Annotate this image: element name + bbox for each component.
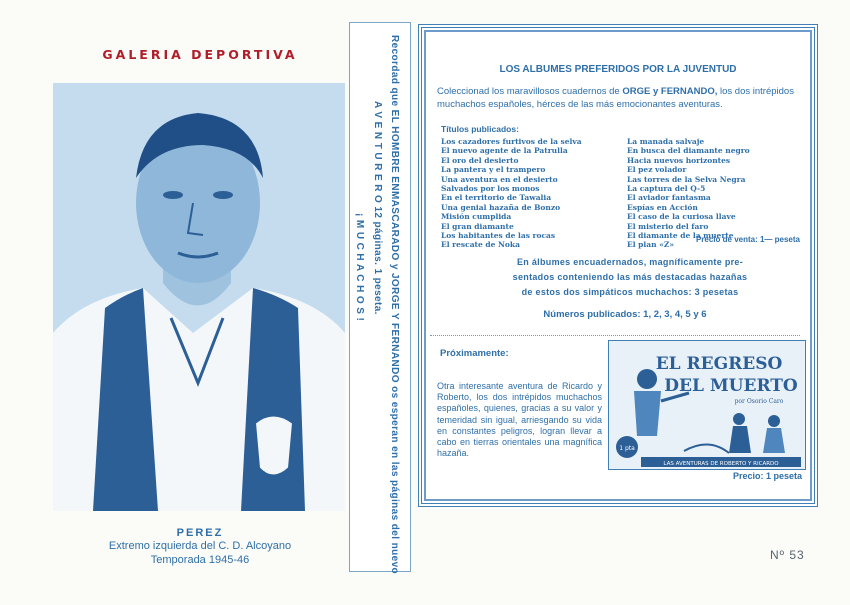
title-item: En el territorio de Tawalia [441, 193, 552, 203]
title-item: El nuevo agente de la Patrulla [441, 146, 568, 156]
cover-price-badge: 1 pta [619, 445, 635, 452]
title-item: El oro del desierto [441, 155, 519, 165]
title-item: La pantera y el trampero [441, 165, 546, 175]
title-item: Las torres de la Selva Negra [627, 174, 746, 184]
title-item: Los cazadores furtivos de la selva [441, 137, 582, 146]
bound-line-3: de estos dos simpáticos muchachos: 3 pesetas [521, 287, 739, 297]
title-item: Misión cumplida [441, 212, 512, 222]
player-position: Extremo izquierda del C. D. Alcoyano [108, 540, 292, 552]
ad-intro-heroes: ORGE y FERNANDO, [622, 86, 718, 97]
title-item: Una aventura en el desierto [441, 174, 558, 184]
title-item: El diamante de la muerte [627, 231, 734, 241]
title-item: El misterio del faro [627, 221, 709, 231]
issue-price: Precio de venta: 1— peseta [695, 235, 800, 244]
strip-line-1: Recordad que EL HOMBRE ENMASCARADO y JORGE Y FERNANDO os esperan en las páginas del nuevo [389, 35, 400, 575]
ad-heading: LOS ALBUMES PREFERIDOS POR LA JUVENTUD [499, 64, 737, 75]
cover-title-1: EL REGRESO [655, 354, 783, 374]
vertical-ad-strip [349, 22, 411, 575]
cover-author: por Osorio Caro [734, 398, 784, 405]
title-item: El aviador fantasma [627, 193, 711, 203]
bound-line-1: En álbumes encuadernados, magníficamente pre- [516, 257, 744, 267]
title-item: El pez volador [627, 165, 687, 175]
title-item: Una genial hazaña de Bonzo [441, 202, 561, 212]
title-item: El caso de la curiosa llave [627, 212, 736, 222]
title-item: Hacia nuevos horizontes [627, 155, 731, 165]
upcoming-cover [608, 340, 806, 470]
bound-albums-text [470, 255, 790, 300]
ad-intro-a: Coleccionad los maravillosos cuadernos de [437, 86, 620, 97]
titles-right-column [627, 137, 750, 250]
gallery-title: GALERIA DEPORTIVA [102, 47, 298, 62]
coming-soon-label: Próximamente: [440, 348, 509, 359]
title-item: La captura del Q-5 [627, 184, 706, 194]
player-photo [53, 83, 345, 511]
title-item: En busca del diamante negro [627, 146, 750, 156]
strip-line-3: ¡ M U C H A C H O S ! [354, 213, 365, 322]
cover-price: Precio: 1 peseta [732, 471, 802, 481]
coming-soon-text: Otra interesante aventura de Ricardo y Roberto, los dos intrépidos muchachos españoles, quienes, gracias a su valor y temeridad sin igual, arriesgando su vida en constantes peligros, logran llevar a cabo en tierras orientales una magnífica hazaña. [437, 381, 602, 459]
ad-intro-c: los dos intrépidos muchachos españoles, hérces de las más emocionantes aventuras. [437, 86, 794, 110]
title-item: Salvados por los monos [441, 184, 540, 194]
title-item: El gran diamante [441, 221, 514, 231]
cover-series: LAS AVENTURAS DE ROBERTO Y RICARDO [663, 461, 779, 467]
bound-line-2: sentados conteniendo las más destacadas hazañas [512, 272, 748, 282]
player-name: PEREZ [176, 527, 224, 539]
title-item: La manada salvaje [627, 137, 705, 146]
titles-left-column [441, 137, 582, 250]
photo-caption [60, 527, 340, 567]
ad-intro [437, 85, 802, 111]
title-item: Los habitantes de las rocas [441, 231, 556, 241]
player-season: Temporada 1945-46 [150, 554, 250, 566]
published-numbers: Números publicados: 1, 2, 3, 4, 5 y 6 [543, 309, 707, 320]
cover-title-2: DEL MUERTO [664, 376, 798, 396]
issue-number: Nº 53 [770, 548, 805, 562]
title-item: El rescate de Noka [441, 240, 520, 250]
strip-line-2: A V E N T U R E R O 12 páginas. 1 peseta. [372, 101, 383, 315]
title-item: Espías en Acción [627, 202, 698, 212]
section-divider [430, 335, 800, 336]
titles-label: Títulos publicados: [441, 124, 519, 134]
title-item: El plan «Z» [627, 240, 675, 250]
